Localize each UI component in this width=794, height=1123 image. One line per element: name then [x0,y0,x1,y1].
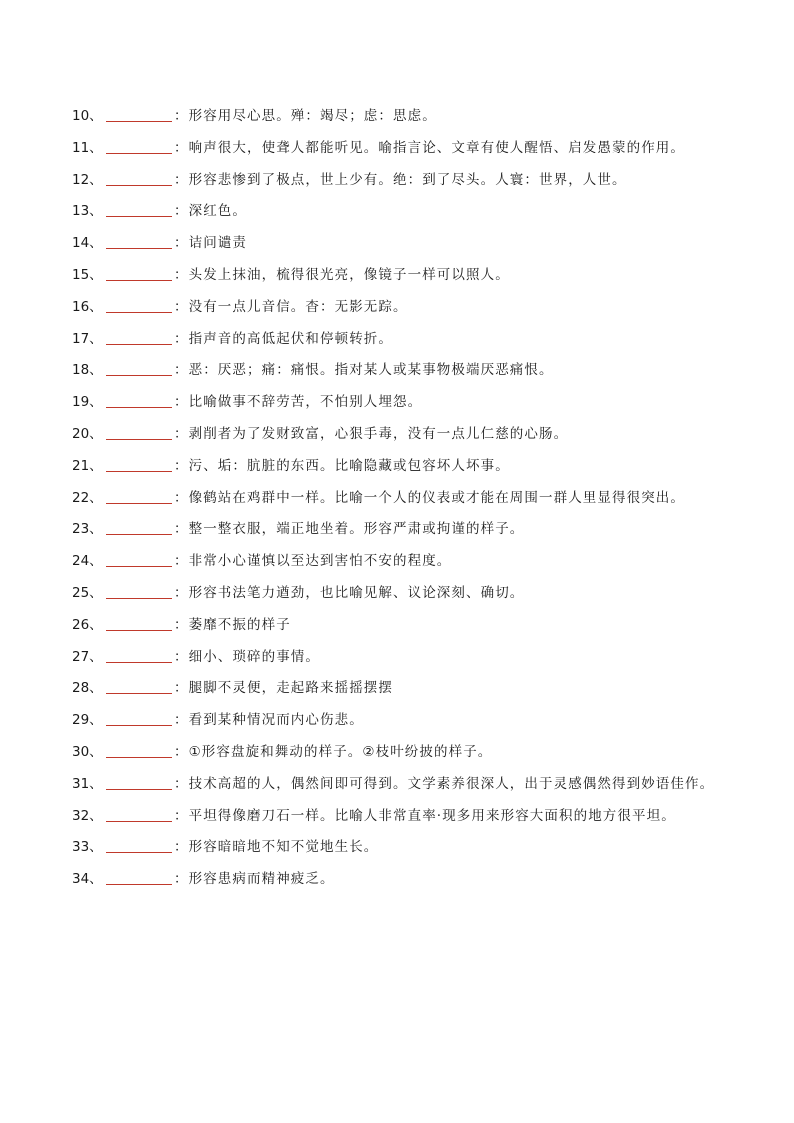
item-definition: ：响声很大，使聋人都能听见。喻指言论、文章有使人醒悟、启发愚蒙的作用。 [174,139,685,156]
answer-blank[interactable] [106,393,172,408]
item-number: 19、 [72,394,103,411]
item-number: 26、 [72,616,103,633]
item-number: 20、 [72,425,103,442]
item-definition: ：①形容盘旋和舞动的样子。②枝叶纷披的样子。 [174,743,493,760]
item-definition: ：整一整衣服，端正地坐着。形容严肃或拘谨的样子。 [174,521,525,538]
item-number: 34、 [72,871,103,888]
item-definition: ：形容书法笔力遒劲，也比喻见解、议论深刻、确切。 [174,584,525,601]
list-item [72,196,722,228]
answer-blank[interactable] [106,743,172,758]
item-number: 13、 [72,203,103,220]
list-item [72,260,722,292]
item-number: 18、 [72,362,103,379]
answer-blank[interactable] [106,330,172,345]
list-item [72,546,722,578]
answer-blank[interactable] [106,425,172,440]
item-definition: ：形容悲惨到了极点，世上少有。绝：到了尽头。人寰：世界，人世。 [174,171,627,188]
list-item [72,578,722,610]
answer-blank[interactable] [106,361,172,376]
item-number: 16、 [72,298,103,315]
answer-blank[interactable] [106,552,172,567]
list-item [72,737,722,769]
item-number: 15、 [72,266,103,283]
answer-blank[interactable] [106,584,172,599]
item-definition: ：没有一点儿音信。杳：无影无踪。 [174,298,408,315]
item-number: 33、 [72,839,103,856]
item-definition: ：平坦得像磨刀石一样。比喻人非常直率·现多用来形容大面积的地方很平坦。 [174,807,676,824]
item-number: 31、 [72,775,103,792]
list-item [72,801,722,833]
item-number: 27、 [72,648,103,665]
answer-blank[interactable] [106,489,172,504]
answer-blank[interactable] [106,807,172,822]
list-item [72,864,722,896]
answer-blank[interactable] [106,107,172,122]
item-number: 10、 [72,108,103,124]
answer-blank[interactable] [106,171,172,186]
list-item [72,165,722,197]
list-item [72,419,722,451]
item-definition: ：形容用尽心思。殚：竭尽；虑：思虑。 [174,108,437,124]
item-definition: ：形容患病而精神疲乏。 [174,871,335,888]
list-item [72,324,722,356]
answer-blank[interactable] [106,139,172,154]
item-number: 28、 [72,680,103,697]
item-definition: ：污、垢：肮脏的东西。比喻隐藏或包容坏人坏事。 [174,457,510,474]
item-number: 32、 [72,807,103,824]
list-item [72,387,722,419]
list-item [72,451,722,483]
item-definition: ：比喻做事不辞劳苦，不怕别人埋怨。 [174,394,423,411]
item-number: 21、 [72,457,103,474]
item-number: 23、 [72,521,103,538]
list-item [72,228,722,260]
item-number: 12、 [72,171,103,188]
list-item [72,832,722,864]
answer-blank[interactable] [106,775,172,790]
item-definition: ：指声音的高低起伏和停顿转折。 [174,330,393,347]
list-item [72,514,722,546]
item-definition: ：头发上抹油，梳得很光亮，像镜子一样可以照人。 [174,266,510,283]
item-definition: ：技术高超的人，偶然间即可得到。文学素养很深人，出于灵感偶然得到妙语佳作。 [174,775,715,792]
item-definition: ：萎靡不振的样子 [174,616,291,633]
item-definition: ：像鹤站在鸡群中一样。比喻一个人的仪表或才能在周围一群人里显得很突出。 [174,489,685,506]
item-number: 30、 [72,743,103,760]
answer-blank[interactable] [106,234,172,249]
item-definition: ：剥削者为了发财致富，心狠手毒，没有一点儿仁慈的心肠。 [174,425,569,442]
list-item [72,769,722,801]
list-item [72,292,722,324]
item-definition: ：深红色。 [174,203,247,220]
item-number: 17、 [72,330,103,347]
item-number: 24、 [72,553,103,570]
item-definition: ：形容暗暗地不知不觉地生长。 [174,839,379,856]
answer-blank[interactable] [106,520,172,535]
answer-blank[interactable] [106,298,172,313]
item-number: 29、 [72,712,103,729]
item-definition: ：腿脚不灵便，走起路来摇摇摆摆 [174,680,393,697]
item-definition: ：非常小心谨慎以至达到害怕不安的程度。 [174,553,452,570]
question-list [72,101,722,896]
answer-blank[interactable] [106,838,172,853]
item-definition: ：恶：厌恶；痛：痛恨。指对某人或某事物极端厌恶痛恨。 [174,362,554,379]
item-definition: ：看到某种情况而内心伤悲。 [174,712,364,729]
item-number: 22、 [72,489,103,506]
answer-blank[interactable] [106,616,172,631]
list-item [72,355,722,387]
list-item [72,483,722,515]
item-number: 11、 [72,139,103,156]
list-item [72,610,722,642]
answer-blank[interactable] [106,202,172,217]
answer-blank[interactable] [106,648,172,663]
item-definition: ：诘问谴责 [174,235,247,252]
list-item [72,642,722,674]
item-number: 25、 [72,584,103,601]
list-item [72,705,722,737]
list-item [72,673,722,705]
answer-blank[interactable] [106,711,172,726]
list-item [72,101,722,133]
answer-blank[interactable] [106,266,172,281]
item-number: 14、 [72,235,103,252]
answer-blank[interactable] [106,679,172,694]
list-item [72,133,722,165]
answer-blank[interactable] [106,457,172,472]
item-definition: ：细小、琐碎的事情。 [174,648,320,665]
answer-blank[interactable] [106,870,172,885]
